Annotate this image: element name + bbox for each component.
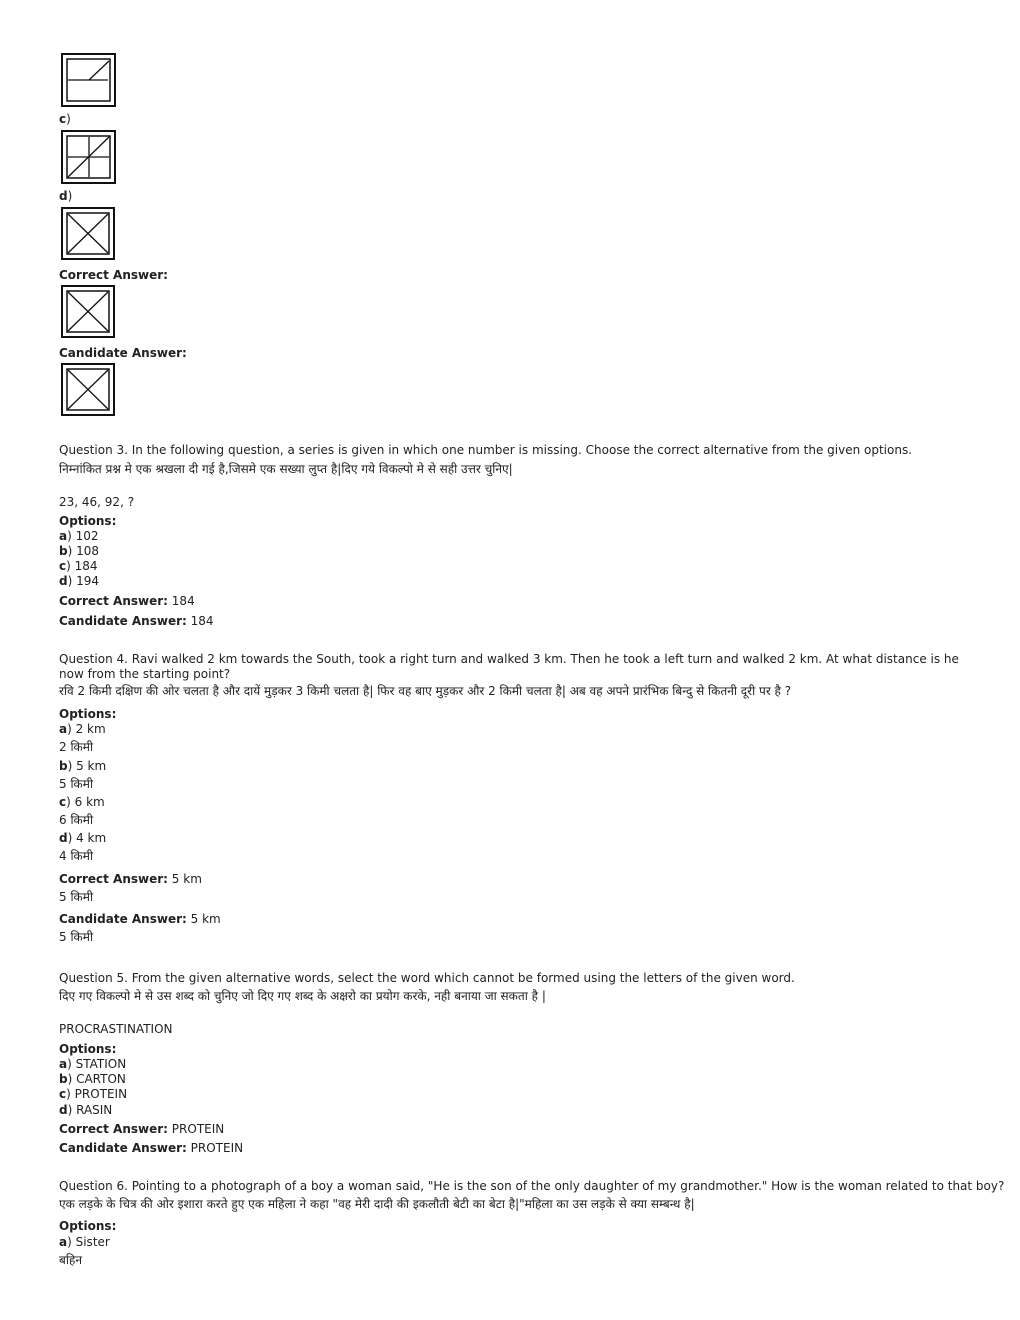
question-6-option-a-hindi: बहिन <box>59 1253 82 1267</box>
question-5-title: Question 5. From the given alternative words, select the word which cannot be formed using the letters of the given word. <box>59 971 795 985</box>
question-6-options-label: Options: <box>59 1219 117 1233</box>
question-5-options-label: Options: <box>59 1042 117 1056</box>
question-4-option-c: c) 6 km <box>59 795 105 809</box>
question-4-option-c-hindi: 6 किमी <box>59 813 94 827</box>
question-4-options-label: Options: <box>59 707 117 721</box>
question-4-candidate-answer: Candidate Answer: 5 km <box>59 912 221 926</box>
question-3-title: Question 3. In the following question, a series is given in which one number is missing. Choose the correct alternative from the given options. <box>59 443 913 457</box>
question-4-option-a-hindi: 2 किमी <box>59 740 94 754</box>
question-6-option-a: a) Sister <box>59 1235 110 1249</box>
option-d-label: d) <box>59 189 73 203</box>
question-5-option-b: b) CARTON <box>59 1072 126 1086</box>
question-5-option-a: a) STATION <box>59 1057 127 1071</box>
question-3-correct-answer: Correct Answer: 184 <box>59 594 195 608</box>
question-4-correct-answer-hindi: 5 किमी <box>59 890 94 904</box>
question-4-option-d: d) 4 km <box>59 831 107 845</box>
question-3-option-a: a) 102 <box>59 529 99 543</box>
candidate-answer-figure <box>60 362 118 418</box>
question-3-option-d: d) 194 <box>59 574 99 588</box>
option-c-figure <box>60 129 118 185</box>
option-c-label: c) <box>59 112 71 126</box>
question-3-options-label: Options: <box>59 514 117 528</box>
question-5-prompt: PROCRASTINATION <box>59 1022 173 1036</box>
question-5-correct-answer: Correct Answer: PROTEIN <box>59 1122 225 1136</box>
option-d-figure <box>60 206 118 262</box>
question-3-candidate-answer: Candidate Answer: 184 <box>59 614 214 628</box>
question-4-option-d-hindi: 4 किमी <box>59 849 94 863</box>
question-6-hindi: एक लड़के के चित्र की ओर इशारा करते हुए एक महिला ने कहा "वह मेरी दादी की इकलौती बेटी का बेटा है|"महिला का उस लड़के से क्या सम्बन्ध है| <box>59 1197 695 1211</box>
question-4-candidate-answer-hindi: 5 किमी <box>59 930 94 944</box>
question-4-hindi: रवि 2 किमी दक्षिण की ओर चलता है और दायें मुड़कर 3 किमी चलता है| फिर वह बाए मुड़कर और 2 किमी चलता है| अब वह अपने प्रारंभिक बिन्दु से कितनी दूरी पर है ? <box>59 684 792 698</box>
question-4-title: Question 4. Ravi walked 2 km towards the South, took a right turn and walked 3 km. Then he took a left turn and walked 2 km. At what distance is he now from the starting point? <box>59 652 959 681</box>
question-3-prompt: 23, 46, 92, ? <box>59 495 135 509</box>
question-5-candidate-answer: Candidate Answer: PROTEIN <box>59 1141 244 1155</box>
question-3-option-b: b) 108 <box>59 544 99 558</box>
question-4-option-b-hindi: 5 किमी <box>59 777 94 791</box>
question-4-option-a: a) 2 km <box>59 722 106 736</box>
question-5-option-d: d) RASIN <box>59 1103 113 1117</box>
option-b-figure <box>60 52 118 108</box>
question-3-option-c: c) 184 <box>59 559 98 573</box>
question-5-option-c: c) PROTEIN <box>59 1087 128 1101</box>
question-4-option-b: b) 5 km <box>59 759 107 773</box>
question-4-correct-answer: Correct Answer: 5 km <box>59 872 202 886</box>
question-3-hindi: निम्नांकित प्रश्न मे एक श्रखला दी गई है,जिसमे एक सख्या लुप्त है|दिए गये विकल्पो मे से सही उत्तर चुनिए| <box>59 462 513 476</box>
question-5-hindi: दिए गए विकल्पो मे से उस शब्द को चुनिए जो दिए गए शब्द के अक्षरो का प्रयोग करके, नही बनाया जा सकता है | <box>59 989 546 1003</box>
question-6-title: Question 6. Pointing to a photograph of a boy a woman said, "He is the son of the only daughter of my grandmother." How is the woman related to that boy? <box>59 1179 1005 1193</box>
correct-answer-figure <box>60 284 118 340</box>
correct-answer-label: Correct Answer: <box>59 268 168 282</box>
candidate-answer-label: Candidate Answer: <box>59 346 187 360</box>
